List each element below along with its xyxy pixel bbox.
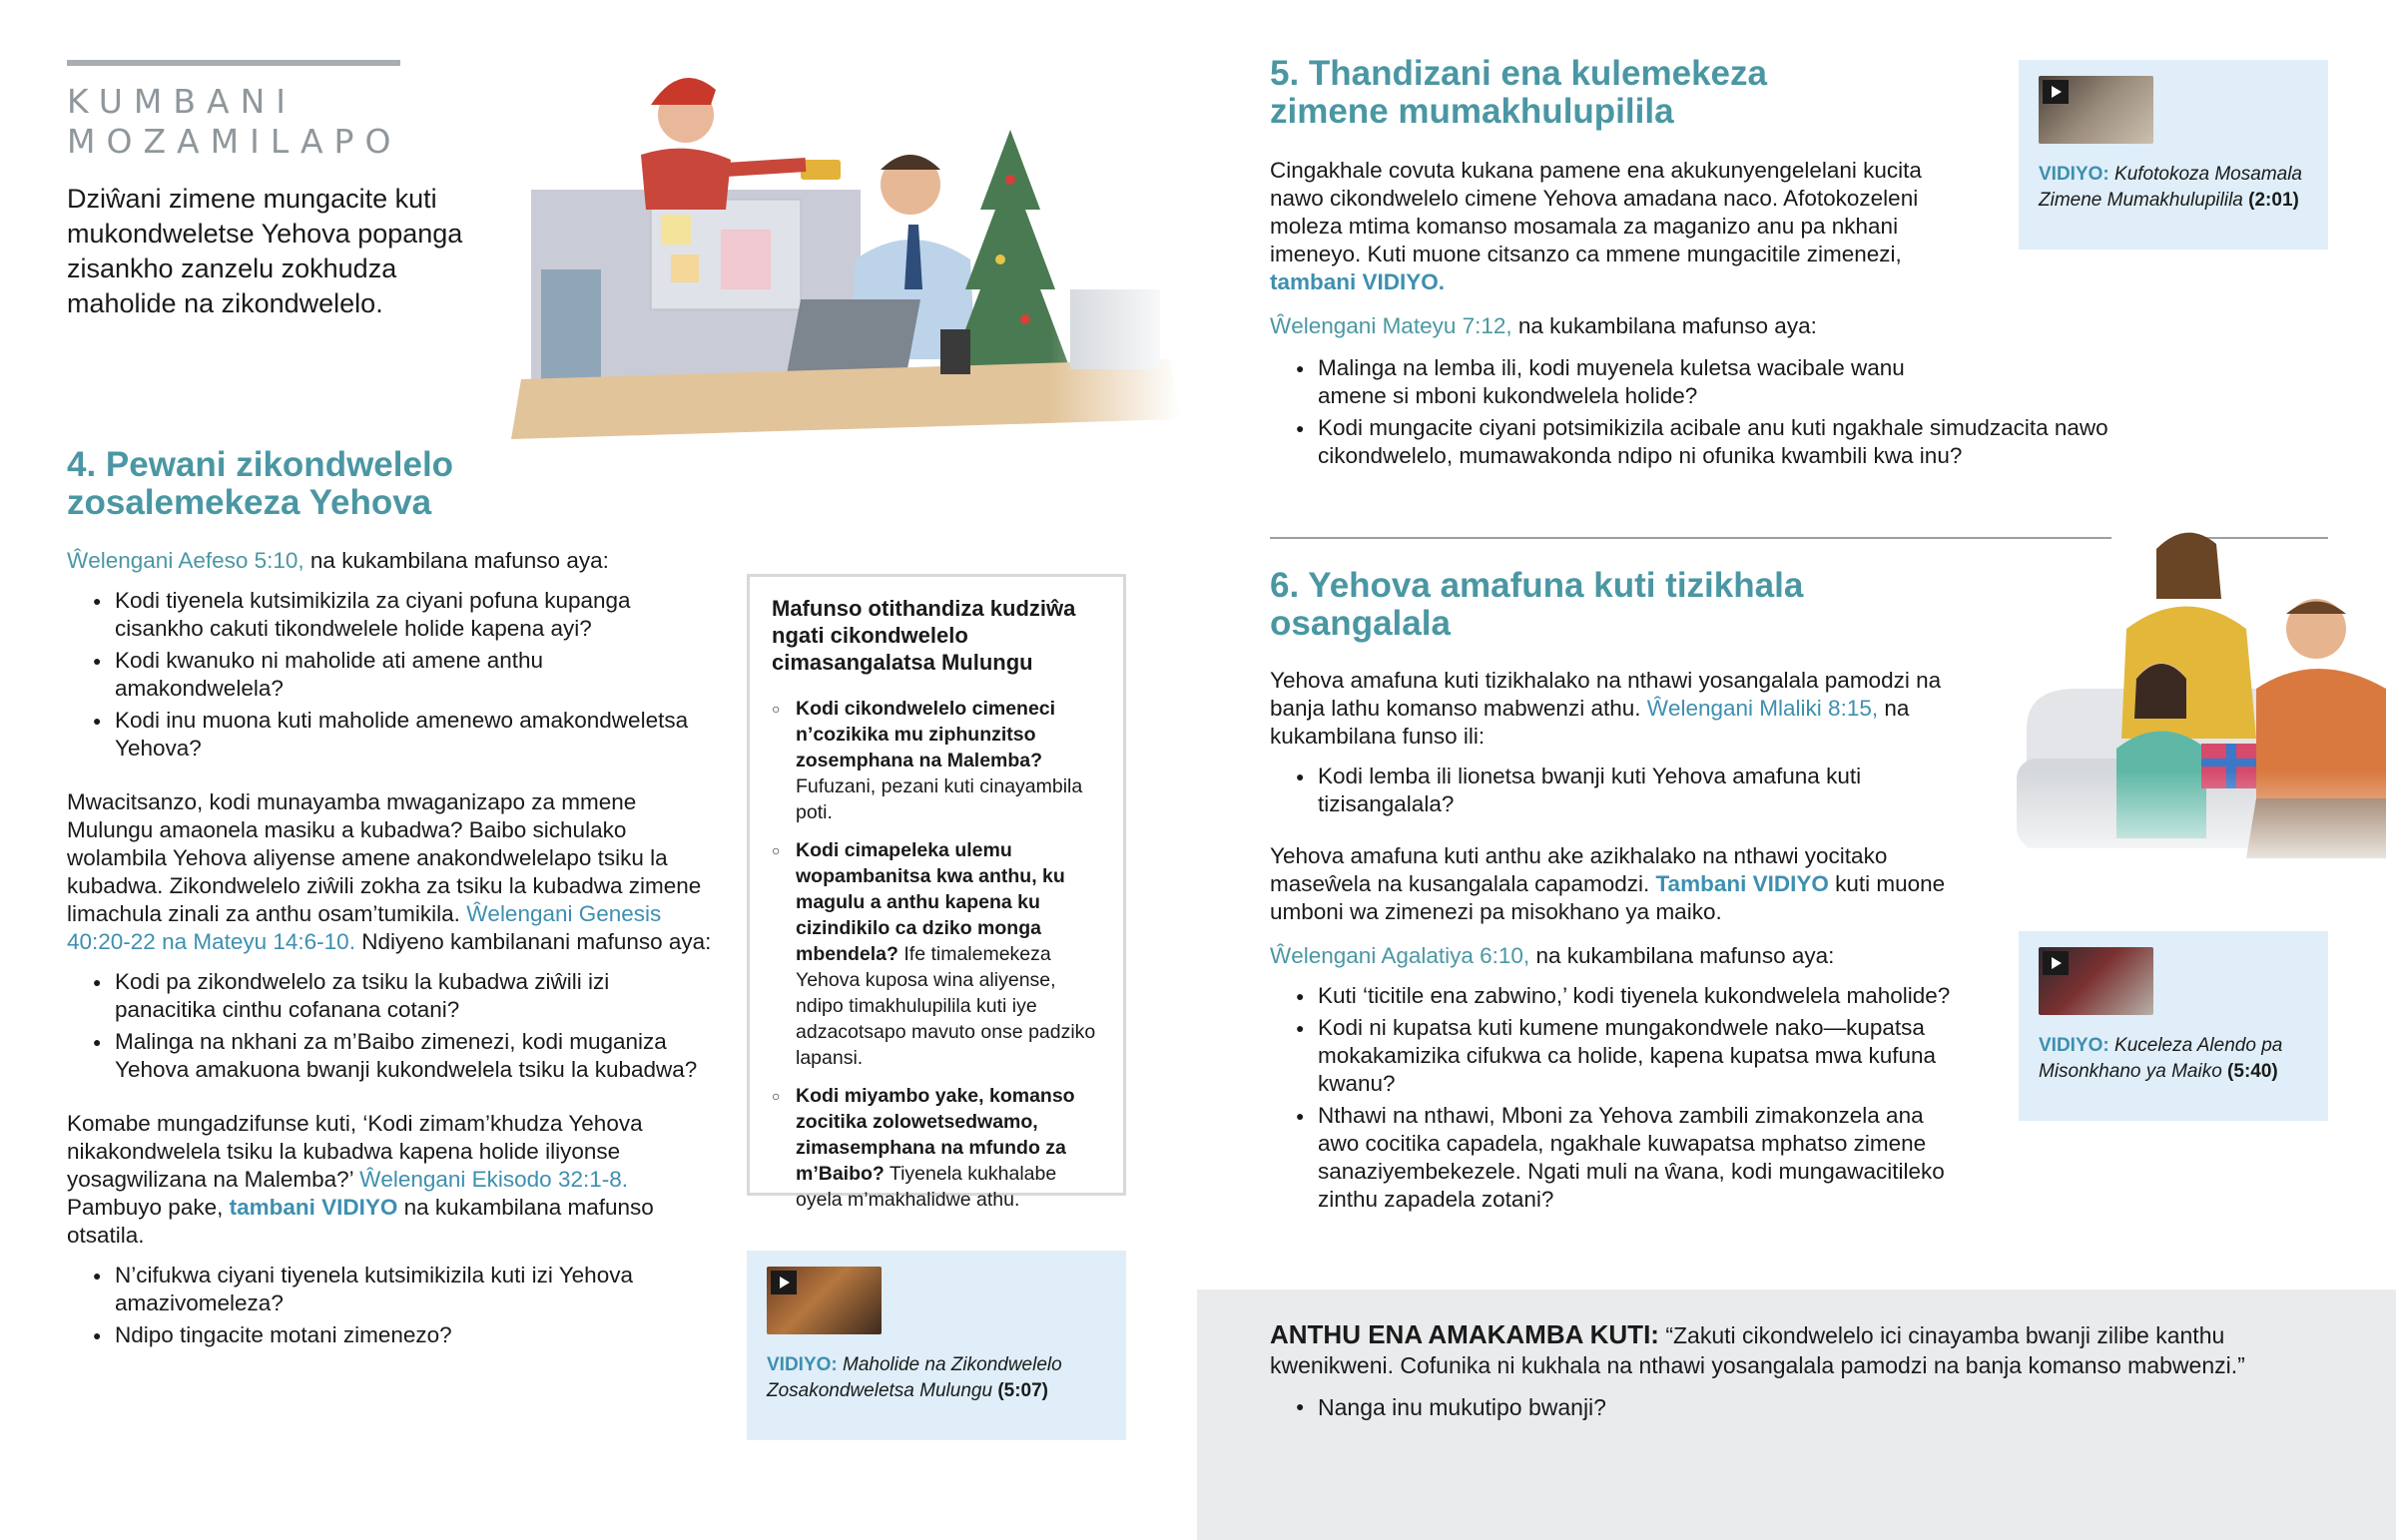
video-duration: (5:40) (2227, 1061, 2278, 1082)
section-4-title-line2: zosalemekeza Yehova (67, 483, 432, 522)
paragraph-section6-b (1270, 842, 1949, 926)
scripture-link-ekisodo[interactable]: Ŵelengani Ekisodo 32:1-8. (359, 1167, 628, 1192)
paragraph-text: Cingakhale covuta kukana pamene ena akukunyengelelani kucita nawo cikondwelelo cimene Yehova amadana naco. Afotokozeleni moleza mtima komanso mosamala za maganizo anu pa nkhani imeneyo. Kuti muone citsanzo ca mmene mungacitile zimenezi, (1270, 158, 1922, 266)
list-item: ● Ndipo tingacite motani zimenezo? (67, 1321, 716, 1349)
video-label: VIDIYO: (767, 1354, 838, 1375)
video-caption (767, 1352, 1106, 1404)
play-icon[interactable] (771, 1271, 797, 1294)
video-thumbnail[interactable] (2039, 947, 2153, 1015)
office-holiday-illustration (511, 60, 1180, 439)
list-item: ● Kodi kwanuko ni maholide ati amene anthu amakondwelela? (67, 647, 716, 703)
list-item: ● Kodi ni kupatsa kuti kumene mungakondwele nako—kupatsa mokakamizika cifukwa ca holide, kapena kupatsa mwa kufuna kwanu? (1270, 1014, 1969, 1098)
list-item: ● Kodi tiyenela kutsimikizila za ciyani pofuna kupanga cisankho cakuti tikondwelele holide kapena ayi? (67, 587, 716, 643)
list-item: ● Malinga na lemba ili, kodi muyenela kuletsa wacibale wanu amene si mboni kukondwelela holide? (1270, 354, 1909, 410)
answer-text: Ife timalemekeza Yehova kuposa wina aliyense, ndipo timakhulupilila kuti iye adzacotsapo mavuto onse padziko lapansi. (796, 943, 1096, 1069)
paragraph-section5 (1270, 157, 1959, 296)
section-6-title-line2: osangalala (1270, 604, 1451, 643)
kicker-line-2: MOZAMILAPO (67, 122, 402, 161)
video-duration: (2:01) (2248, 190, 2299, 211)
paragraph-text: na kukambilana mafunso otsatila. (67, 1195, 654, 1248)
video-title: Kufotokoza Mosamala Zimene Mumakhulupilila (2039, 164, 2303, 211)
question-list-5 (1270, 354, 2168, 470)
list-item (772, 1083, 1101, 1213)
paragraph-text: Pambuyo pake, (67, 1195, 230, 1220)
section-5-body (1270, 157, 1959, 340)
list-item: ● N’cifukwa ciyani tiyenela kutsimikizila kuti izi Yehova amazivomeleza? (67, 1262, 716, 1317)
others-say-quote: “Zakuti cikondwelelo ici cinayamba bwanji zilibe kanthu kwenikweni. Cofunika ni kukhala na nthawi yosangalala pamodzi na banja komanso mabwenzi.” (1270, 1322, 2245, 1378)
video-thumbnail[interactable] (2039, 76, 2153, 144)
paragraph-section6-a (1270, 667, 1969, 751)
video-caption (2039, 1033, 2308, 1085)
paragraph-text: Yehova amafuna kuti anthu ake azikhalako na nthawi yocitako maseŵela na kusangalala capamodzi. (1270, 843, 1888, 896)
read-instruction-mateyu (1270, 312, 1959, 340)
answer-text: Fufuzani, pezani kuti cinayambila poti. (796, 775, 1083, 823)
section-5-title-line2: zimene mumakhulupilila (1270, 92, 1674, 131)
section-4-body (67, 547, 716, 1353)
list-item: ● Nanga inu mukutipo bwanji? (1270, 1392, 2288, 1422)
others-say-paragraph (1270, 1319, 2288, 1380)
kicker-rule (67, 60, 400, 66)
read-instruction-1-rest: na kukambilana mafunso aya: (303, 548, 609, 573)
section-6-title (1270, 567, 1803, 643)
paragraph-text: na kukambilana funso ili: (1270, 696, 1910, 749)
scripture-link-genesis[interactable]: Ŵelengani Genesis 40:20-22 na Mateyu 14:6-10. (67, 901, 662, 954)
question-list-6b (1270, 982, 1969, 1214)
video-title: Maholide na Zikondwelelo Zosakondweletsa Mulungu (767, 1354, 1062, 1401)
scripture-link-mateyu[interactable]: Ŵelengani Mateyu 7:12, (1270, 313, 1512, 338)
list-item (772, 696, 1101, 825)
video-card-maholide[interactable] (747, 1251, 1126, 1440)
scripture-link-mlaliki[interactable]: Ŵelengani Mlaliki 8:15, (1646, 696, 1879, 721)
watch-video-link[interactable]: tambani VIDIYO. (1270, 269, 1446, 294)
read-instruction-agalatiya (1270, 942, 1969, 970)
question-text: Kodi cikondwelelo cimeneci n’cozikika mu ziphunzitso zosemphana na Malemba? (796, 698, 1056, 771)
questions-box-list (772, 696, 1101, 1213)
play-icon[interactable] (2043, 951, 2069, 975)
section-6-title-line1: 6. Yehova amafuna kuti tizikhala (1270, 566, 1804, 605)
answer-text: Tiyenela kukhalabe oyela m’makhalidwe athu. (796, 1163, 1057, 1211)
question-list-6a (1270, 763, 1889, 818)
question-text: Kodi miyambo yake, komanso zocitika zolowetsedwamo, zimasemphana na mfundo za m’Baibo? (796, 1085, 1075, 1185)
intro-text: Dziŵani zimene mungacite kuti mukondweletse Yehova popanga zisankho zanzelu zokhudza maholide na zikondwelelo. (67, 184, 463, 318)
read-instruction-rest: na kukambilana mafunso aya: (1511, 313, 1817, 338)
list-item: ● Kodi lemba ili lionetsa bwanji kuti Yehova amafuna kuti tizisangalala? (1270, 763, 1889, 818)
read-instruction-rest: na kukambilana mafunso aya: (1529, 943, 1835, 968)
list-item: ● Malinga na nkhani za m’Baibo zimenezi, kodi muganiza Yehova amakuona bwanji kukondwelela tsiku la kubadwa? (67, 1028, 716, 1084)
paragraph-text: Ndiyeno kambilanani mafunso aya: (354, 929, 712, 954)
scripture-link-aefeso[interactable]: Ŵelengani Aefeso 5:10, (67, 548, 304, 573)
video-caption (2039, 162, 2308, 214)
kicker-line-1: KUMBANI (67, 82, 298, 121)
watch-video-link[interactable]: tambani VIDIYO (229, 1195, 398, 1220)
video-duration: (5:07) (997, 1380, 1048, 1401)
section-5-questions (1270, 354, 2168, 474)
video-thumbnail[interactable] (767, 1267, 882, 1334)
question-list-3 (67, 1262, 716, 1349)
paragraph-exodus (67, 1110, 716, 1250)
watch-video-link[interactable]: Tambani VIDIYO (1655, 871, 1829, 896)
list-item: ● Kodi pa zikondwelelo za tsiku la kubadwa ziŵili izi panacitika cinthu cofanana cotani? (67, 968, 716, 1024)
page-kicker (67, 82, 401, 162)
others-say-lead: ANTHU ENA AMAKAMBA KUTI: (1270, 1319, 1659, 1349)
section-5-title-line1: 5. Thandizani ena kulemekeza (1270, 54, 1767, 93)
list-item: ● Kuti ‘ticitile ena zabwino,’ kodi tiyenela kukondwelela maholide? (1270, 982, 1969, 1010)
video-card-kuceleza[interactable] (2019, 931, 2328, 1121)
list-item: ● Kodi inu muona kuti maholide amenewo amakondweletsa Yehova? (67, 707, 716, 763)
section-5-title (1270, 55, 1767, 131)
others-say-questions (1270, 1392, 2288, 1422)
paragraph-birthdays (67, 788, 716, 956)
video-card-kufotokoza[interactable] (2019, 60, 2328, 250)
scripture-link-agalatiya[interactable]: Ŵelengani Agalatiya 6:10, (1270, 943, 1530, 968)
play-icon[interactable] (2043, 80, 2069, 104)
section-divider (1270, 537, 2111, 539)
section-4-title (67, 446, 453, 522)
paragraph-text: Komabe mungadzifunse kuti, ‘Kodi zimam’khudza Yehova nikakondwelela tsiku la kubadwa kapena holide iliyonse yosagwilizana na Malemba?’ (67, 1111, 643, 1192)
list-item (772, 837, 1101, 1071)
section-4-title-line1: 4. Pewani zikondwelelo (67, 445, 454, 484)
video-label: VIDIYO: (2039, 1035, 2109, 1056)
questions-box (747, 574, 1126, 1211)
list-item: ● Kodi mungacite ciyani potsimikizila acibale anu kuti ngakhale simudzacita nawo cikondwelelo, mumawakonda ndipo ni ofunika kwambili kwa inu? (1270, 414, 2168, 470)
others-say-text (1270, 1319, 2288, 1426)
question-text: Kodi cimapeleka ulemu wopambanitsa kwa anthu, ku magulu a anthu kapena ku cizindikilo ca dziko monga mbendela? (796, 839, 1065, 965)
family-gift-illustration (2017, 519, 2396, 878)
paragraph-text: Yehova amafuna kuti tizikhalako na nthawi yosangalala pamodzi na banja lathu komanso mabwenzi athu. (1270, 668, 1942, 721)
paragraph-text: kuti muone umboni wa zimenezi pa misokhano ya maiko. (1270, 871, 1946, 924)
section-6-body (1270, 667, 1969, 1218)
questions-box-title: Mafunso otithandiza kudziŵa ngati cikondwelelo cimasangalatsa Mulungu (772, 596, 1076, 675)
question-list-2 (67, 968, 716, 1084)
question-list-1 (67, 587, 716, 763)
read-instruction-1 (67, 547, 716, 575)
video-label: VIDIYO: (2039, 164, 2109, 185)
video-title: Kuceleza Alendo pa Misonkhano ya Maiko (2039, 1035, 2283, 1082)
list-item: ● Nthawi na nthawi, Mboni za Yehova zambili zimakonzela ana awo cocitika capadela, ngakhale kuwapatsa mphatso zimene sanaziyembekezele. Ngati muli na ŵana, kodi mungawacitileko zinthu zapadela zotani? (1270, 1102, 1969, 1214)
paragraph-text: Mwacitsanzo, kodi munayamba mwaganizapo za mmene Mulungu amaonela masiku a kubadwa? Baibo sichulako wolambila Yehova aliyense amene anakondwelelapo tsiku la kubadwa. Zikondwelelo ziŵili zokha za tsiku la kubadwa zimene limachula zinali za anthu osam’tumikila. (67, 789, 702, 926)
